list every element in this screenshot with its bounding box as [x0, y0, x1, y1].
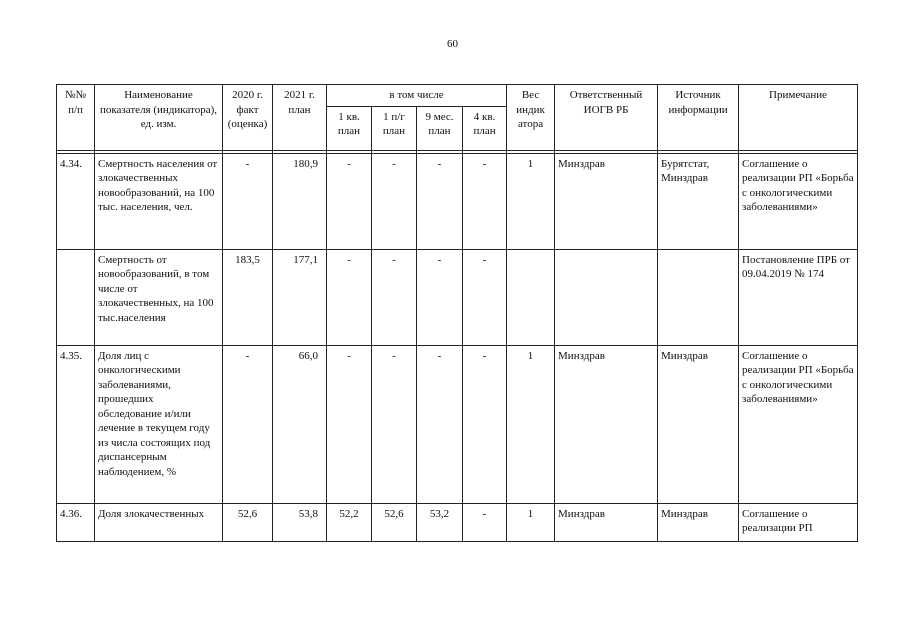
row-name: Смертность населения от злокачественных новообразований, на 100 тыс. населения, чел.	[95, 153, 223, 249]
row-responsible: Минздрав	[555, 153, 658, 249]
header-num: №№ п/п	[57, 85, 95, 151]
row-source: Бурятстат, Минздрав	[658, 153, 739, 249]
row-num: 4.34.	[57, 153, 95, 249]
row-q4: -	[463, 503, 507, 541]
table-row	[57, 345, 858, 503]
row-h1: 52,6	[372, 503, 417, 541]
table-row	[57, 249, 858, 345]
row-weight: 1	[507, 345, 555, 503]
row-name: Доля лиц с онкологическими заболеваниями, прошедших обследование и/или лечение в текущем году из числа состоящих под диспансерным наблюдением, %	[95, 345, 223, 503]
table-row	[57, 503, 858, 541]
row-note: Соглашение о реализации РП «Борьба с онкологическими заболеваниями»	[739, 345, 858, 503]
header-h1: 1 п/г план	[372, 106, 417, 150]
row-source	[658, 249, 739, 345]
row-name: Смертность от новообразований, в том числе от злокачественных, на 100 тыс.населения	[95, 249, 223, 345]
header-row-1	[57, 85, 858, 107]
table-row	[57, 153, 858, 249]
row-plan2021: 53,8	[273, 503, 327, 541]
header-plan2021: 2021 г. план	[273, 85, 327, 151]
header-source: Источник информации	[658, 85, 739, 151]
row-weight: 1	[507, 503, 555, 541]
row-name: Доля злокачественных	[95, 503, 223, 541]
row-q4: -	[463, 249, 507, 345]
header-including: в том числе	[327, 85, 507, 107]
row-weight	[507, 249, 555, 345]
row-fact2020: -	[223, 345, 273, 503]
row-note: Соглашение о реализации РП	[739, 503, 858, 541]
row-plan2021: 177,1	[273, 249, 327, 345]
header-name: Наименование показателя (индикатора), ед. изм.	[95, 85, 223, 151]
row-m9: -	[417, 249, 463, 345]
row-note: Постановление ПРБ от 09.04.2019 № 174	[739, 249, 858, 345]
row-q4: -	[463, 153, 507, 249]
page-number: 60	[447, 38, 458, 50]
row-responsible: Минздрав	[555, 345, 658, 503]
header-weight: Вес индик атора	[507, 85, 555, 151]
row-q1: -	[327, 249, 372, 345]
row-source: Минздрав	[658, 503, 739, 541]
row-m9: 53,2	[417, 503, 463, 541]
row-num: 4.35.	[57, 345, 95, 503]
header-q4: 4 кв. план	[463, 106, 507, 150]
indicators-table	[56, 84, 858, 542]
row-fact2020: -	[223, 153, 273, 249]
row-q4: -	[463, 345, 507, 503]
row-plan2021: 180,9	[273, 153, 327, 249]
row-q1: -	[327, 345, 372, 503]
header-m9: 9 мес. план	[417, 106, 463, 150]
row-weight: 1	[507, 153, 555, 249]
row-m9: -	[417, 345, 463, 503]
row-h1: -	[372, 249, 417, 345]
row-plan2021: 66,0	[273, 345, 327, 503]
row-responsible	[555, 249, 658, 345]
row-q1: -	[327, 153, 372, 249]
row-note: Соглашение о реализации РП «Борьба с онкологическими заболеваниями»	[739, 153, 858, 249]
header-q1: 1 кв. план	[327, 106, 372, 150]
row-responsible: Минздрав	[555, 503, 658, 541]
row-h1: -	[372, 345, 417, 503]
row-fact2020: 183,5	[223, 249, 273, 345]
header-responsible: Ответственный ИОГВ РБ	[555, 85, 658, 151]
row-num: 4.36.	[57, 503, 95, 541]
row-source: Минздрав	[658, 345, 739, 503]
row-fact2020: 52,6	[223, 503, 273, 541]
row-m9: -	[417, 153, 463, 249]
header-note: Примечание	[739, 85, 858, 151]
row-h1: -	[372, 153, 417, 249]
header-fact2020: 2020 г. факт (оценка)	[223, 85, 273, 151]
row-q1: 52,2	[327, 503, 372, 541]
row-num	[57, 249, 95, 345]
